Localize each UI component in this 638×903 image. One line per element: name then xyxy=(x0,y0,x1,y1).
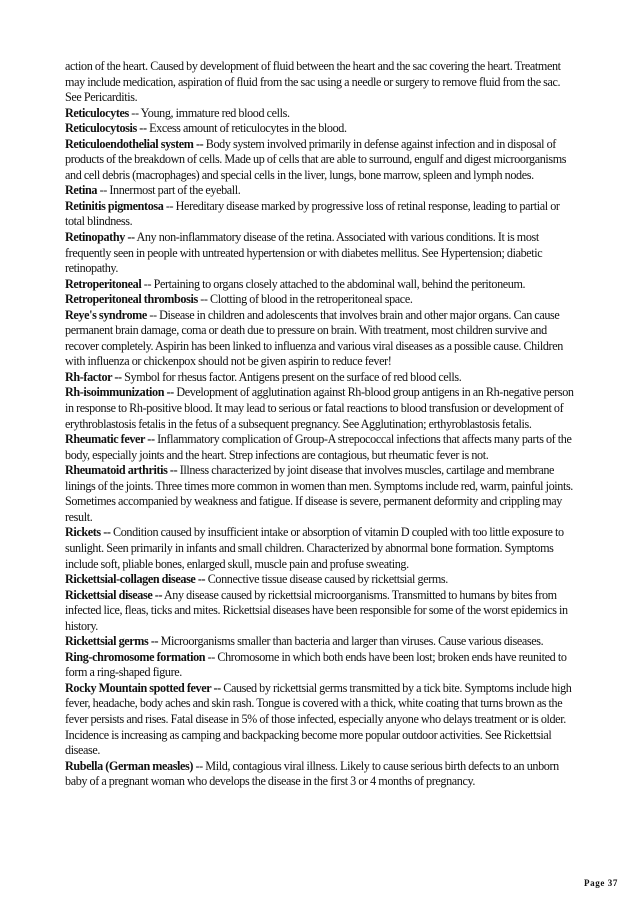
entry-term: Rickets -- xyxy=(65,525,111,540)
glossary-entry xyxy=(65,230,578,277)
entry-term: Reticulocytes xyxy=(65,105,129,120)
glossary-entry xyxy=(65,759,578,790)
entry-definition: Body system involved primarily in defense against infection and in disposal of products of the breakdown of cells. Made up of cells that are able to surround, engulf and digest microorganisms and cell debris (macrophages) and special cells in the liver, lungs, bone marrow, spleen and lymph nodes. xyxy=(65,136,567,182)
entry-term: Retinopathy -- xyxy=(65,230,135,245)
entry-term: Rh-isoimmunization -- xyxy=(65,385,174,400)
entry-definition: -- Mild, contagious viral illness. Likely to cause serious birth defects to an unborn baby of a pregnant woman who develops the disease in the first 3 or 4 months of pregnancy. xyxy=(65,758,559,789)
entry-definition: Any disease caused by rickettsial microorganisms. Transmitted to humans by bites from infected lice, fleas, ticks and mites. Rickettsial diseases have been responsible for some of the worst epidemics in history. xyxy=(65,587,568,633)
glossary-entry xyxy=(65,277,578,293)
glossary-entry xyxy=(65,137,578,184)
entry-term: Retroperitoneal xyxy=(65,276,142,291)
entry-definition: Connective tissue disease caused by rickettsial germs. xyxy=(205,572,448,587)
entry-term: Reticulocytosis -- xyxy=(65,121,147,136)
entry-term: Rocky Mountain spotted fever -- xyxy=(65,680,221,695)
entry-term: Rickettsial disease -- xyxy=(65,587,163,602)
entry-definition: Inflammatory complication of Group-A strepococcal infections that affects many parts of the body, especially joints and the heart. Strep infections are contagious, but rheumatic fever is not. xyxy=(65,432,572,462)
glossary-entry xyxy=(65,385,578,432)
entry-term: Ring-chromosome formation xyxy=(65,649,206,664)
entry-definition: Illness characterized by joint disease that involves muscles, cartilage and membrane linings of the joints. Three times more common in women than men. Symptoms include red, warm, painful joints. Sometimes accompanied by weakness and fatigue. If disease is severe, permanent deformity and crippling may result. xyxy=(65,463,573,524)
glossary-entry xyxy=(65,106,578,122)
entry-term: Rickettsial-collagen disease -- xyxy=(65,572,206,587)
glossary-entry xyxy=(65,370,578,386)
glossary-text xyxy=(65,59,578,790)
glossary-entry xyxy=(65,525,578,572)
entry-definition: Caused by rickettsial germs transmitted by a tick bite. Symptoms include high fever, headache, body aches and skin rash. Tongue is covered with a thick, white coating that turns brown as the fever persists and rises. Fatal disease in 5% of those infected, especially anyone who delays treatment or is older. Incidence is increasing as camping and backpacking become more popular outdoor activities. See Rickettsial disease. xyxy=(65,680,572,758)
entry-definition: -- Chromosome in which both ends have been lost; broken ends have reunited to form a ring-shaped figure. xyxy=(65,649,567,680)
entry-definition: Condition caused by insufficient intake or absorption of vitamin D coupled with too little exposure to sunlight. Seen primarily in infants and small children. Characterized by abnormal bone formation. Symptoms include soft, pliable bones, enlarged skull, muscle pain and profuse sweating. xyxy=(65,525,564,571)
entry-term: Rubella (German measles) xyxy=(65,758,194,773)
entry-definition: -- Pertaining to organs closely attached to the abdominal wall, behind the peritoneum. xyxy=(141,276,526,291)
entry-definition: Development of agglutination against Rh-blood group antigens in an Rh-negative person in response to Rh-positive blood. It may lead to serious or fatal reactions to blood transfusion or development of erythroblastosis fetalis in the fetus of a subsequent pregnancy. See Agglutination; erthyroblastosis fetalis. xyxy=(65,385,574,431)
entry-definition: -- Innermost part of the eyeball. xyxy=(97,183,241,198)
glossary-entry xyxy=(65,681,578,759)
entry-term: Rickettsial germs -- xyxy=(65,634,159,649)
glossary-entry xyxy=(65,634,578,650)
glossary-entry xyxy=(65,588,578,635)
glossary-entry xyxy=(65,572,578,588)
entry-term: Rh-factor -- xyxy=(65,369,122,384)
entry-definition: -- Disease in children and adolescents that involves brain and other major organs. Can cause permanent brain damage, coma or death due to pressure on brain. With treatment, most children survive and recover completely. Aspirin has been linked to influenza and various viral diseases as a possible cause. Children with influenza or chickenpox should not be given aspirin to reduce fever! xyxy=(65,307,563,369)
entry-definition: Any non-inflammatory disease of the retina. Associated with various conditions. It is most frequently seen in people with untreated hypertension or with diabetes mellitus. See Hypertension; diabetic retinopathy. xyxy=(65,230,543,276)
entry-term: Rheumatic fever -- xyxy=(65,432,155,447)
glossary-entry xyxy=(65,183,578,199)
entry-definition: -- Young, immature red blood cells. xyxy=(128,105,290,120)
glossary-entries xyxy=(65,106,578,790)
entry-term: Retroperitoneal thrombosis xyxy=(65,292,198,307)
entry-term: Retinitis pigmentosa xyxy=(65,198,164,213)
glossary-entry xyxy=(65,463,578,525)
entry-definition: -- Hereditary disease marked by progressive loss of retinal response, leading to partial or total blindness. xyxy=(65,198,560,229)
intro-paragraph: action of the heart. Caused by development of fluid between the heart and the sac covering the heart. Treatment may include medication, aspiration of fluid from the sac using a needle or surgery to remove fluid from the sac. See Pericarditis. xyxy=(65,59,561,105)
glossary-entry xyxy=(65,650,578,681)
entry-definition: -- Clotting of blood in the retroperitoneal space. xyxy=(197,292,413,307)
glossary-entry xyxy=(65,432,578,463)
entry-term: Retina xyxy=(65,183,98,198)
entry-definition: Microorganisms smaller than bacteria and larger than viruses. Cause various diseases. xyxy=(158,634,544,649)
glossary-entry xyxy=(65,292,578,308)
entry-term: Reye's syndrome xyxy=(65,307,147,322)
glossary-entry xyxy=(65,199,578,230)
entry-term: Rheumatoid arthritis -- xyxy=(65,463,178,478)
glossary-entry xyxy=(65,308,578,370)
entry-definition: Excess amount of reticulocytes in the blood. xyxy=(146,121,347,136)
glossary-entry xyxy=(65,121,578,137)
entry-term: Reticuloendothelial system -- xyxy=(65,136,204,151)
entry-definition: Symbol for rhesus factor. Antigens present on the surface of red blood cells. xyxy=(121,369,462,384)
page-number: Page 37 xyxy=(584,878,618,888)
